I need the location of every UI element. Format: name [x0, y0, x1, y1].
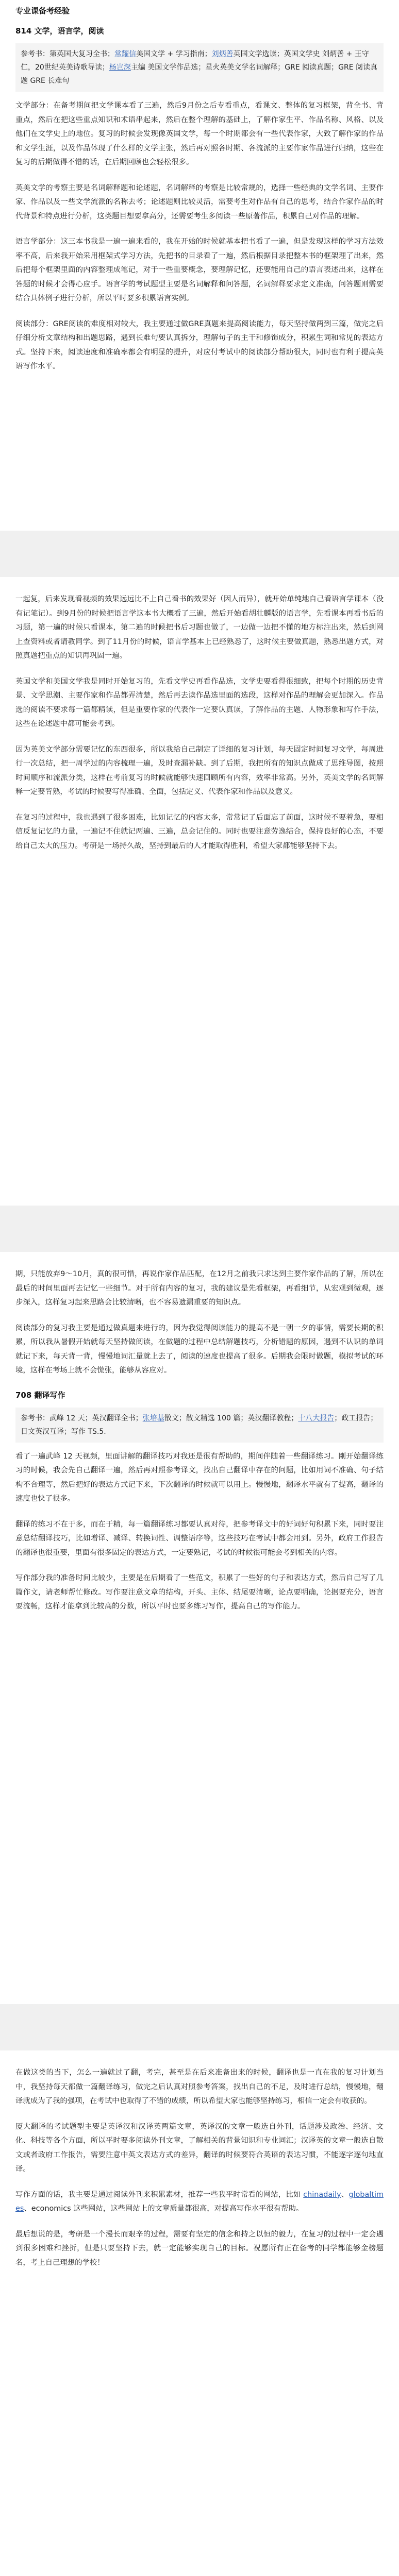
page-header: 专业课备考经验 — [15, 6, 70, 15]
paragraph: 厦大翻译的考试题型主要是英译汉和汉译英两篇文章，英译汉的文章一般选自外刊，话题涉及政治、经济、文化、科技等各个方面，所以平时要多阅读外刊文章，了解相关的背景知识和专业词汇；汉译英的文章一般选自散文或者政府工作报告，需要注意中英文表达方式的差异，翻译的时候要符合英语的表达习惯，不能逐字逐句地直译。 — [15, 2122, 384, 2173]
author-link-zhang[interactable]: 张培基 — [142, 1414, 164, 1422]
paragraph: 一起复，后来发现看视频的效果远远比不上自己看书的效果好（因人而异），就开始单纯地自己看语言学课本（没有记笔记）。到9月份的时候把语言学这本书大概看了三遍，然后开始看胡壮麟版的语言学，先看课本再看书后的习题，第一遍的时候只看课本，第二遍的时候把书后习题也做了，一边做一边把不懂的地方标注出来，然后到网上查资料或者请教同学。到了11月份的时候，语言学基本上已经熟悉了，这时候主要做真题，熟悉出题方式，对照真题把重点的知识再巩固一遍。 — [15, 595, 384, 660]
paragraph: 在做这类的当下，怎么一遍就过了翻，考完，甚至是在后来准备出来的时候，翻译也是一直在我的复习计划当中，我坚持每天都做一篇翻译练习，做完之后认真对照参考答案，找出自己的不足，及时进行总结，慢慢地，翻译就成为了我的强项，在考试中也取得了不错的成绩，所以希望大家也能够坚持练习，相信一定会有收获的。 — [15, 2069, 384, 2105]
site-link-chinadaily[interactable]: chinadaily — [303, 2190, 341, 2199]
paragraph-with-links: 写作方面的话，我主要是通过阅读外刊来积累素材，推荐一些我平时常看的网站，比如 chinadaily、globaltimes、economics 这些网站，这些网站上的文章质量都很高，对提高写作水平很有帮助。 — [15, 2190, 384, 2213]
section-title-814: 814 文学，语言学，阅读 — [15, 26, 104, 36]
paragraph: 语言学部分：这三本书我是一遍一遍来看的，我在开始的时候就基本把书看了一遍，但是发现这样的学习方法效率不高，后来我开始采用框架式学习方法，先把书的目录看了一遍，然后根据目录把整本书的框架理了出来，然后把每个框架里面的内容整理成笔记，对于一些重要概念，要理解记忆，还要能用自己的语言表述出来，这样在答题的时候才会得心应手。语言学的考试题型主要是名词解释和问答题，名词解释要求定义准确，问答题则需要结合具体例子进行分析，所以平时要多积累语言实例。 — [15, 238, 384, 302]
paragraph: 阅读部分的复习我主要是通过做真题来进行的，因为我觉得阅读能力的提高不是一朝一夕的事情，需要长期的积累，所以我从暑假开始就每天坚持做阅读，在做题的过程中总结解题技巧，分析错题的原因，遇到不认识的单词就记下来，每天背一背，慢慢地词汇量就上去了，阅读的速度也提高了很多。后期我会限时做题，模拟考试的环境，这样在考场上就不会慌张，能够从容应对。 — [15, 1324, 384, 1375]
author-link-liu[interactable]: 刘炳善 — [211, 50, 234, 58]
paragraph: 看了一遍武峰 12 天视频，里面讲解的翻译技巧对我还是很有帮助的，期间伴随着一些翻译练习。刚开始翻译练习的时候，我会先自己翻译一遍，然后再对照参考译文，找出自己翻译中存在的问题，比如用词不准确、句子结构不合理等，然后把好的表达方式记下来，下次翻译的时候就可以用上。慢慢地，翻译水平就有了提高，翻译的速度也快了很多。 — [15, 1452, 384, 1503]
page-2 — [0, 577, 399, 1252]
author-link-yang[interactable]: 杨岂深 — [109, 63, 131, 72]
page-gap — [0, 2004, 399, 2050]
page-3 — [0, 1252, 399, 2050]
page-1 — [0, 0, 399, 577]
page-gap — [0, 1206, 399, 1252]
paragraph: 阅读部分：GRE阅读的难度相对较大，我主要通过做GRE真题来提高阅读能力，每天坚持做两到三篇，做完之后仔细分析文章结构和出题思路，遇到长难句要认真拆分，理解句子的主干和修饰成分，积累生词和常见的表达方式。坚持下来，阅读速度和准确率都会有明显的提升，对应付考试中的阅读部分帮助很大，同时也有利于提高英语写作水平。 — [15, 319, 384, 370]
paragraph: 英美文学的考察主要是名词解释题和论述题，名词解释的考察是比较常规的，选择一些经典的文学名词、主要作家、作品以及一些文学流派的名称去考；论述题则比较灵活，需要考生对作品有自己的思考，结合作家作品的时代背景和特点进行分析，这类题目想要拿高分，还需要考生多阅读一些原著作品，积累自己对作品的理解。 — [15, 183, 384, 221]
author-link-chang[interactable]: 常耀信 — [114, 50, 136, 58]
paragraph: 翻译的练习不在于多，而在于精，每一篇翻译练习都要认真对待，把参考译文中的好词好句积累下来，同时要注意总结翻译技巧，比如增译、减译、转换词性、调整语序等，这些技巧在考试中都会用到。另外，政府工作报告的翻译也很重要，里面有很多固定的表达方式，一定要熟记，考试的时候很可能会考到相关的内容。 — [15, 1520, 384, 1557]
paragraph: 因为英美文学部分需要记忆的东西很多，所以我给自己制定了详细的复习计划，每天固定时间复习文学，每周进行一次总结，把一周学过的内容梳理一遍，及时查漏补缺。到了后期，我把所有的知识点做成了思维导图，按照时间顺序和流派分类，这样在考前复习的时候就能够快速回顾所有内容，效率非常高。另外，英美文学的名词解释一定要背熟，考试的时候要写得准确、全面，包括定义、代表作家和作品以及意义。 — [15, 745, 384, 796]
paragraph: 最后想说的是，考研是一个漫长而艰辛的过程，需要有坚定的信念和持之以恒的毅力，在复习的过程中一定会遇到很多困难和挫折，但是只要坚持下去，就一定能够实现自己的目标。祝愿所有正在备考的同学都能够金榜题名，考上自己理想的学校！ — [15, 2230, 384, 2267]
site-link-globaltimes[interactable]: globaltimes — [15, 2190, 384, 2213]
paragraph: 期，只能放弃9～10月，真的很可惜，再说作家作品匹配，在12月之前我只求达到主要作家作品的了解，所以在最后的时间里面再去记忆一些细节。对于所有内容的复习，我的建议是先看框架，再看细节，从宏观到微观，逐步深入，这样复习起来思路会比较清晰，也不容易遗漏重要的知识点。 — [15, 1270, 384, 1307]
reference-books-814: 参考书：第英国大复习全书；常耀信美国文学 + 学习指南；刘炳善英国文学选读；英国文学史 刘炳善 + 王守仁，20世纪英美诗歌导读；杨岂深主编 美国文学作品选；星火英美文学名词解释；GRE 阅读真题；GRE 阅读真题 GRE 长难句 — [15, 43, 384, 92]
report-link[interactable]: 十八大报告 — [298, 1414, 335, 1422]
paragraph: 在复习的过程中，我也遇到了很多困难，比如记忆的内容太多，常常记了后面忘了前面，这时候不要着急，要相信反复记忆的力量，一遍记不住就记两遍、三遍，总会记住的。同时也要注意劳逸结合，保持良好的心态，不要给自己太大的压力。考研是一场持久战，坚持到最后的人才能取得胜利，希望大家都能够坚持下去。 — [15, 813, 384, 850]
paragraph: 写作部分我的准备时间比较少，主要是在后期看了一些范文，积累了一些好的句子和表达方式，然后自己写了几篇作文，请老师帮忙修改。写作要注意文章的结构，开头、主体、结尾要清晰，论点要明确，论据要充分，语言要流畅，这样才能拿到比较高的分数，所以平时也要多练习写作，提高自己的写作能力。 — [15, 1574, 384, 1611]
paragraph: 文学部分：在备考期间把文学课本看了三遍，然后9月份之后专看重点，看课文、整体的复习框架，背全书、背重点，然后在把这些重点知识和术语串起来，然后在整个理解的基础上，了解作家生平、作品名称、风格、以及他们在文学史上的地位。复习的时候会发现像英国文学，每一个时期都会有一些代表作家，大致了解作家的作品和文学生涯，以及作品体现了什么样的文学主张，然后再对照各时期、各流派的主要作家作品进行归纳，这些在复习的后期做得不错的话，在后期回顾也会轻松很多。 — [15, 101, 384, 166]
page-4 — [0, 2050, 399, 2576]
reference-books-708: 参考书：武峰 12 天；英汉翻译全书；张培基散文；散文精选 100 篇；英汉翻译教程；十八大报告；政工报告；日文英汉互译；写作 TS.5. — [15, 1408, 384, 1443]
section-title-708: 708 翻译写作 — [15, 1390, 65, 1400]
page-gap — [0, 531, 399, 577]
paragraph: 英国文学和美国文学我是同时开始复习的，先看文学史再看作品选，文学史要看得很细致，把每个时期的历史背景、文学思潮、主要作家和作品都弄清楚，然后再去读作品选里面的选段，这样对作品的理解会更加深入。作品选的阅读不要求每一篇都精读，但是重要作家的代表作一定要认真读，了解作品的主题、人物形象和写作手法，这些在论述题中都可能会考到。 — [15, 677, 384, 728]
